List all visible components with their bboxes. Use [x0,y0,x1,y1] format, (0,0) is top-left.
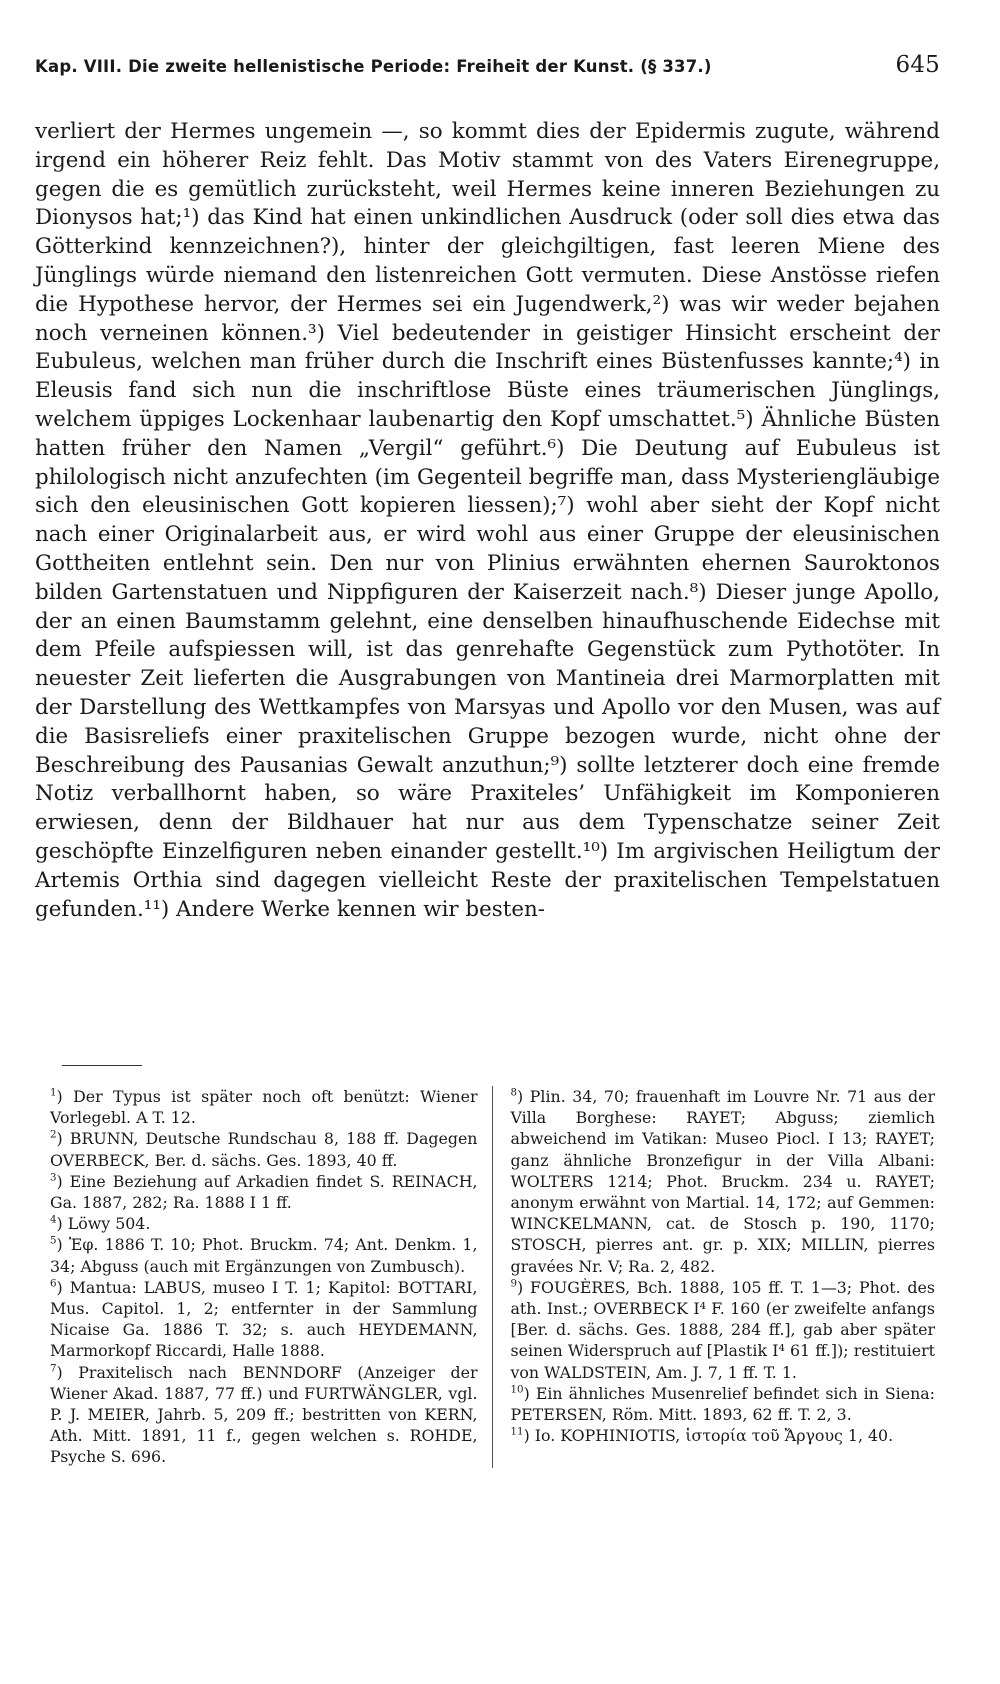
page-number: 645 [895,52,940,78]
footnote-bracket: ) [56,1214,68,1234]
footnote-bracket: ) [523,1426,535,1446]
footnote [50,1234,478,1276]
footnote-number: 8 [510,1086,518,1099]
footnote [511,1383,936,1425]
footnote [50,1128,478,1170]
footnote-text: Praxitelisch nach BENNDORF (Anzeiger der Wiener Akad. 1887, 77 ff.) und FURTWÄNGLER, vgl. P. J. MEIER, Jahrb. 5, 209 ff.; bestritten von KERN, Ath. Mitt. 1891, 11 f., gegen welchen s. ROHDE, Psyche S. 696. [50,1362,478,1467]
footnote-text: Ἐφ. 1886 T. 10; Phot. Bruckm. 74; Ant. Denkm. 1, 34; Abguss (auch mit Ergänzungen von Zumbusch). [50,1235,478,1276]
footnote-bracket: ) [517,1277,531,1297]
footnote-text: BRUNN, Deutsche Rundschau 8, 188 ff. Dagegen OVERBECK, Ber. d. sächs. Ges. 1893, 40 ff. [50,1129,478,1170]
footnote-text: Io. KOPHINIOTIS, ἱστορία τοῦ Ἄργους 1, 40. [534,1426,894,1446]
footnotes [50,1086,935,1468]
running-header [35,52,940,78]
footnote-text: Eine Beziehung auf Arkadien findet S. REINACH, Ga. 1887, 282; Ra. 1888 I 1 ff. [50,1171,478,1213]
footnote-bracket: ) [56,1235,69,1255]
footnote-bracket: ) [517,1087,530,1106]
footnote [511,1425,936,1446]
footnote-bracket: ) [56,1129,70,1149]
footnote-text: Löwy 504. [67,1214,151,1234]
main-text [35,118,940,924]
footnote [511,1277,936,1383]
footnote-text: Ein ähnliches Musenrelief befindet sich in Siena: PETERSEN, Röm. Mitt. 1893, 62 ff. T. 2, 3. [510,1383,935,1425]
footnote-bracket: ) [56,1171,70,1191]
footnote-number: 5 [50,1235,57,1248]
footnote-separator [62,1065,142,1066]
footnote-bracket: ) [56,1362,79,1382]
footnote [50,1171,478,1213]
footnote [50,1086,478,1128]
footnote-bracket: ) [523,1383,536,1403]
footnote-number: 3 [50,1171,57,1184]
footnote-text: Der Typus ist später noch oft benützt: Wiener Vorlegebl. A T. 12. [50,1087,478,1128]
footnote-number: 2 [50,1129,57,1142]
footnotes-left-column [50,1086,493,1468]
footnote [50,1277,478,1362]
footnote-number: 7 [50,1362,57,1375]
footnote-bracket: ) [56,1277,70,1297]
footnote-number: 6 [50,1277,57,1290]
footnote-number: 9 [510,1277,518,1290]
footnote-text: FOUGÈRES, Bch. 1888, 105 ff. T. 1—3; Phot. des ath. Inst.; OVERBECK I⁴ F. 160 (er zweifelte anfangs [Ber. d. sächs. Ges. 1888, 284 ff.], gab aber später seinen Widerspruch auf [Plastik I⁴ 61 ff.]); restituiert von WALDSTEIN, Am. J. 7, 1 ff. T. 1. [510,1277,936,1382]
footnote-number: 4 [50,1213,57,1226]
footnote-bracket: ) [56,1087,74,1106]
footnote [50,1213,478,1234]
footnote [50,1362,478,1468]
footnote-text: Plin. 34, 70; frauenhaft im Louvre Nr. 71 aus der Villa Borghese: RAYET; Abguss; ziemlich abweichend im Vatikan: Museo Piocl. I 13; RAYET; ganz ähnliche Bronzefigur in der Villa Albani: WOLTERS 1214; Phot. Bruckm. 234 u. RAYET; anonym erwähnt von Martial. 14, 172; auf Gemmen: WINCKELMANN, cat. de Stosch p. 190, 1170; STOSCH, pierres ant. gr. p. XIX; MILLIN, pierres gravées Nr. V; Ra. 2, 482. [510,1087,935,1276]
footnotes-right-column [493,1086,936,1468]
footnote-text: Mantua: LABUS, museo I T. 1; Kapitol: BOTTARI, Mus. Capitol. 1, 2; entfernter in der Sammlung Nicaise Ga. 1886 T. 32; s. auch HEYDEMANN, Marmorkopf Riccardi, Halle 1888. [50,1277,478,1361]
footnote-number: 10 [510,1383,524,1396]
running-title: Kap. VIII. Die zweite hellenistische Periode: Freiheit der Kunst. (§ 337.) [35,57,712,76]
body-paragraph: verliert der Hermes ungemein —, so kommt dies der Epidermis zugute, während irgend ein höherer Reiz fehlt. Das Motiv stammt von des Vaters Eirenegruppe, gegen die es gemütlich zurücksteht, weil Hermes keine inneren Beziehungen zu Dionysos hat;¹) das Kind hat einen unkindlichen Ausdruck (oder soll dies etwa das Götterkind kennzeichnen?), hinter der gleichgiltigen, fast leeren Miene des Jünglings würde niemand den listenreichen Gott vermuten. Diese Anstösse riefen die Hypothese hervor, der Hermes sei ein Jugendwerk,²) was wir weder bejahen noch verneinen können.³) Viel bedeutender in geistiger Hinsicht erscheint der Eubuleus, welchen man früher durch die Inschrift eines Büstenfusses kannte;⁴) in Eleusis fand sich nun die inschriftlose Büste eines träumerischen Jünglings, welchem üppiges Lockenhaar laubenartig den Kopf umschattet.⁵) Ähnliche Büsten hatten früher den Namen „Vergil“ geführt.⁶) Die Deutung auf Eubuleus ist philologisch nicht anzufechten (im Gegenteil begriffe man, dass Mysteriengläubige sich den eleusinischen Gott kopieren liessen);⁷) wohl aber sieht der Kopf nicht nach einer Originalarbeit aus, er wird wohl aus einer Gruppe der eleusinischen Gottheiten entlehnt sein. Den nur von Plinius erwähnten ehernen Sauroktonos bilden Gartenstatuen und Nippfiguren der Kaiserzeit nach.⁸) Dieser junge Apollo, der an einen Baumstamm gelehnt, eine denselben hinaufhuschende Eidechse mit dem Pfeile aufspiessen will, ist das genrehafte Gegenstück zum Pythotöter. In neuester Zeit lieferten die Ausgrabungen von Mantineia drei Marmorplatten mit der Darstellung des Wettkampfes von Marsyas und Apollo vor den Musen, was auf die Basisreliefs einer praxitelischen Gruppe bezogen wurde, nicht ohne der Beschreibung des Pausanias Gewalt anzuthun;⁹) sollte letzterer doch eine fremde Notiz verballhornt haben, so wäre Praxiteles’ Unfähigkeit im Komponieren erwiesen, denn der Bildhauer hat nur aus dem Typenschatze seiner Zeit geschöpfte Einzelfiguren neben einander gestellt.¹⁰) Im argivischen Heiligtum der Artemis Orthia sind dagegen vielleicht Reste der praxitelischen Tempelstatuen gefunden.¹¹) Andere Werke kennen wir besten- [35,119,940,922]
footnote [511,1086,936,1277]
footnote-number: 11 [510,1425,524,1438]
footnote-number: 1 [50,1086,57,1099]
